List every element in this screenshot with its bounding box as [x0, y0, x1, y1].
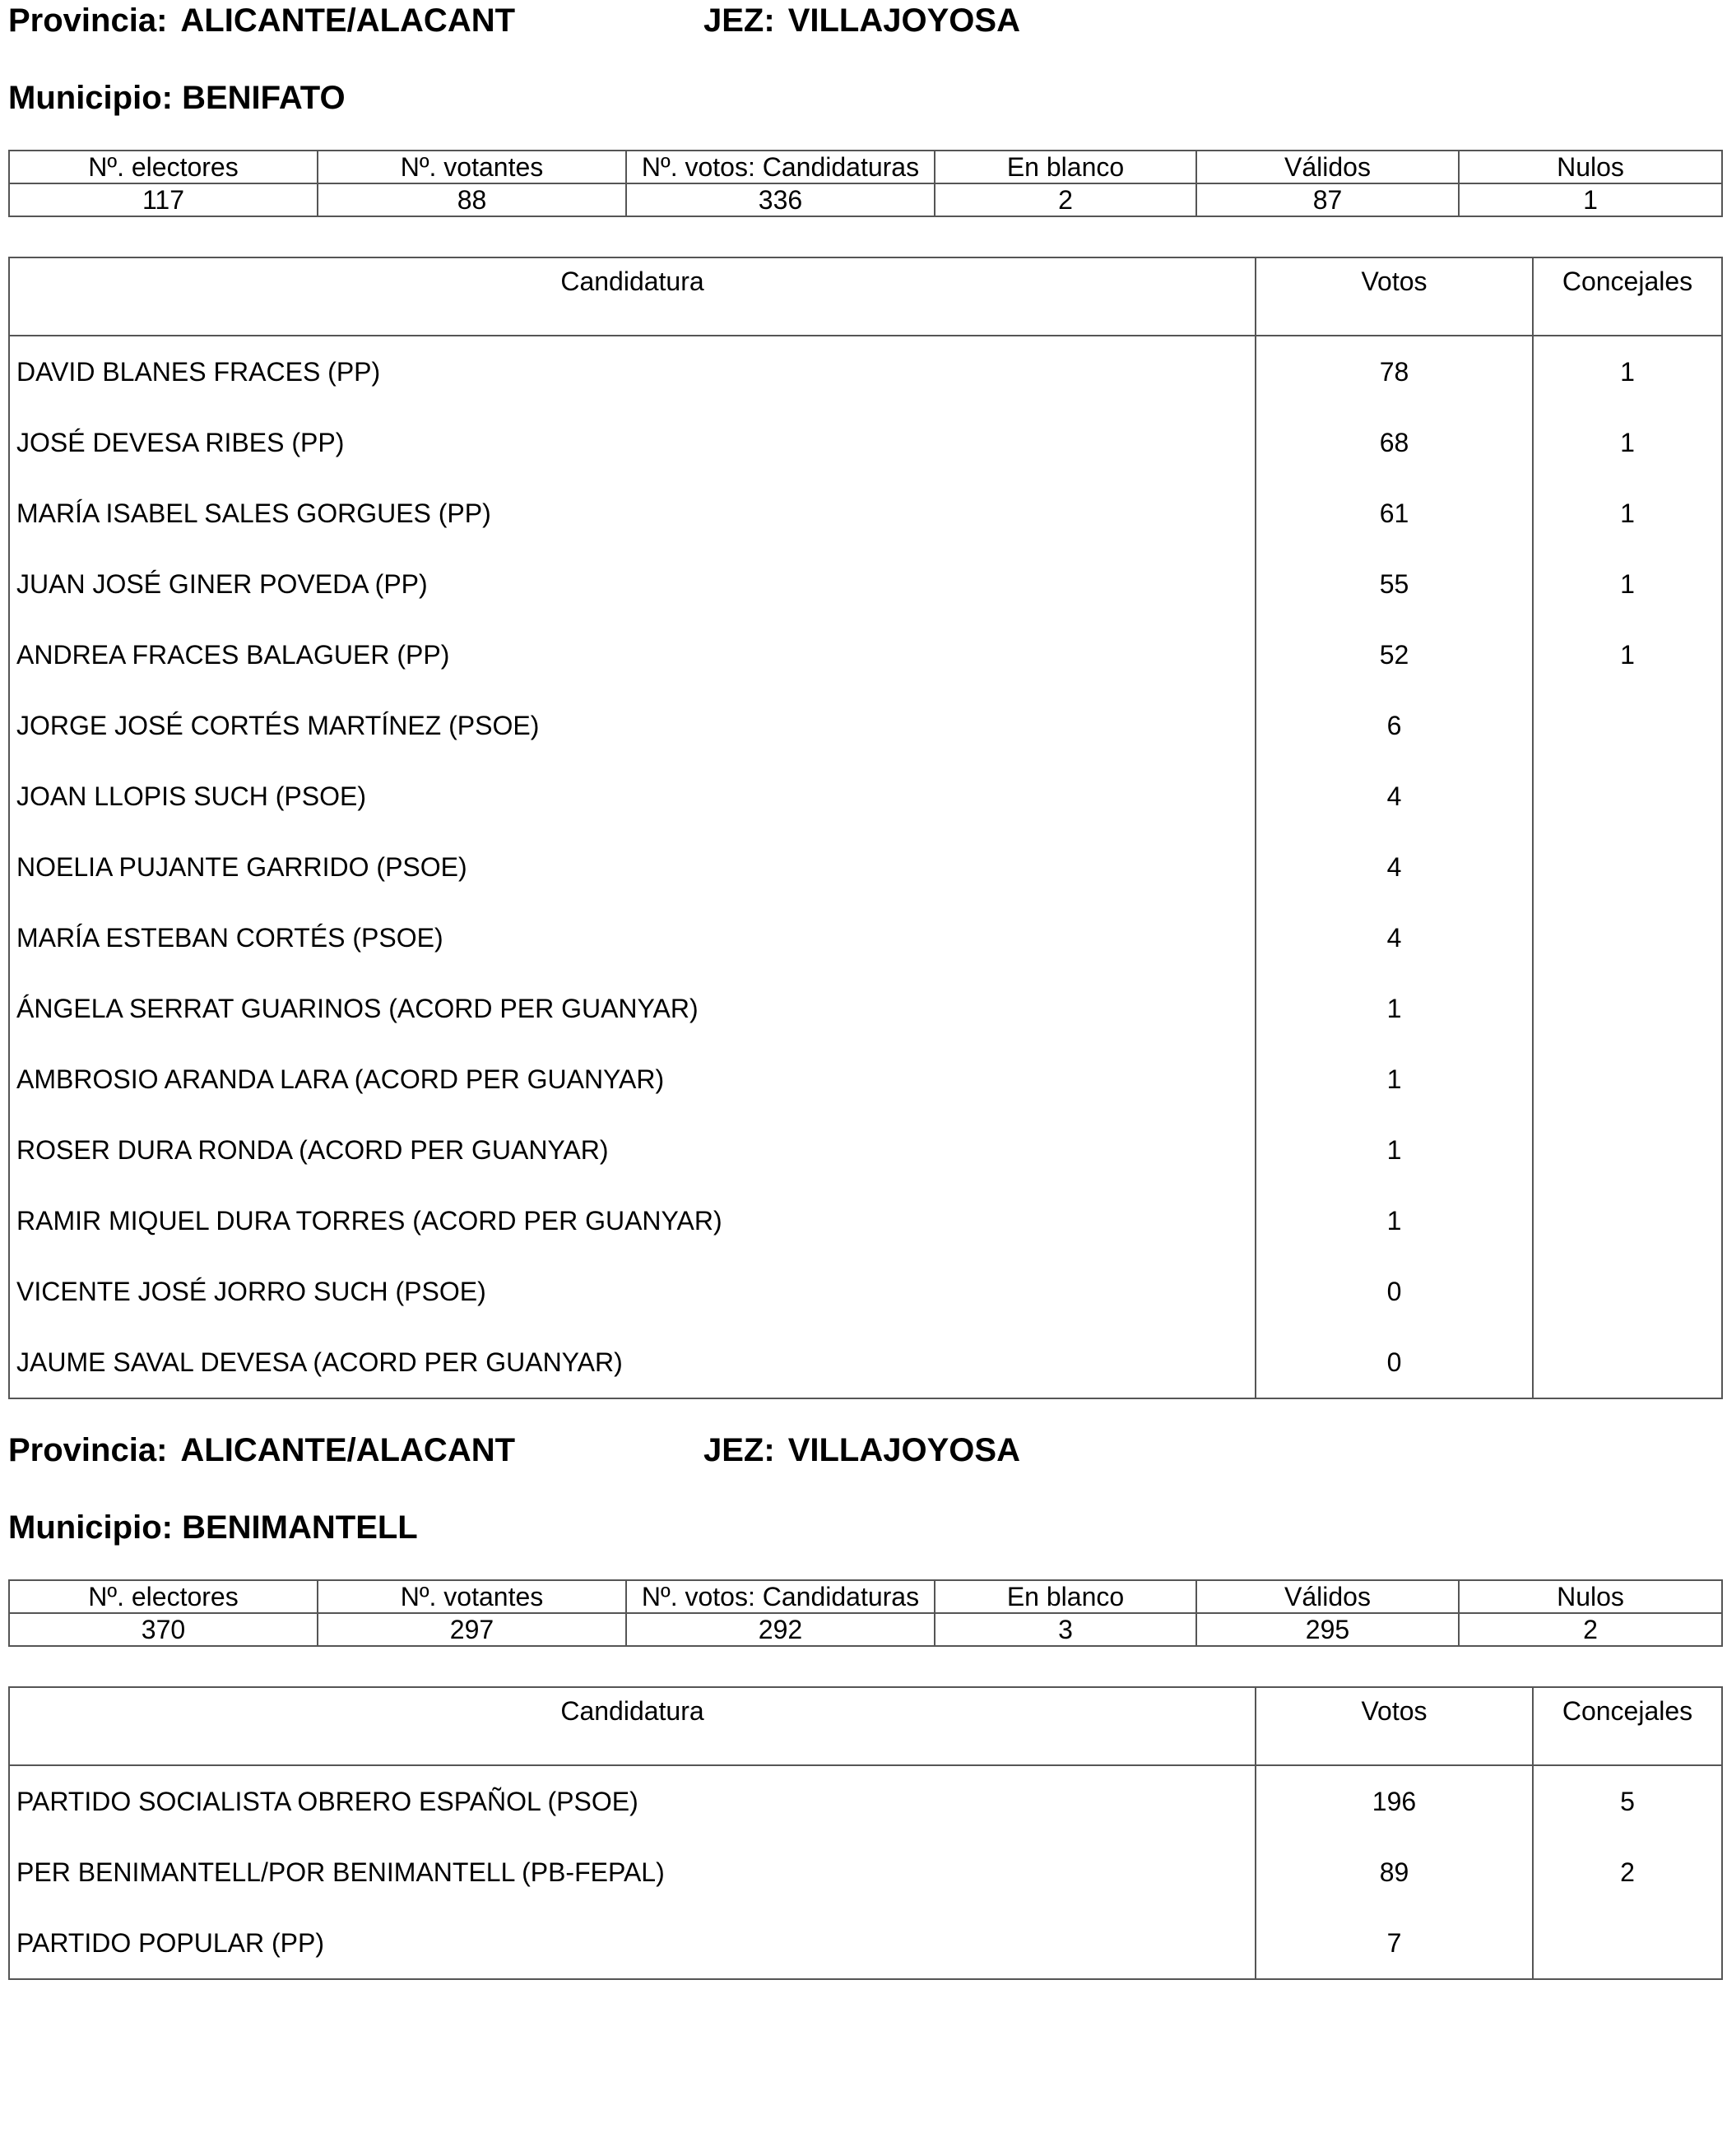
concejales-header: Concejales — [1533, 1687, 1722, 1765]
en-blanco-header: En blanco — [935, 1580, 1196, 1613]
en-blanco-value: 3 — [935, 1613, 1196, 1646]
candidate-row — [9, 902, 1722, 973]
candidate-name: PARTIDO POPULAR (PP) — [9, 1908, 1256, 1979]
stats-table — [8, 1579, 1723, 1647]
candidate-votos: 1 — [1256, 1185, 1533, 1256]
candidate-name: ROSER DURA RONDA (ACORD PER GUANYAR) — [9, 1115, 1256, 1185]
candidate-name: ÁNGELA SERRAT GUARINOS (ACORD PER GUANYAR) — [9, 973, 1256, 1044]
validos-header: Válidos — [1196, 151, 1459, 183]
candidate-row — [9, 478, 1722, 549]
candidate-row — [9, 1908, 1722, 1979]
candidate-name: PER BENIMANTELL/POR BENIMANTELL (PB-FEPAL) — [9, 1837, 1256, 1908]
provincia-label: Provincia: — [8, 2, 168, 39]
candidate-row — [9, 1256, 1722, 1327]
candidate-concejales: 2 — [1533, 1837, 1722, 1908]
candidate-votos: 89 — [1256, 1837, 1533, 1908]
candidate-concejales — [1533, 761, 1722, 832]
candidate-votos: 196 — [1256, 1765, 1533, 1837]
candidates-header-row — [9, 1687, 1722, 1765]
stats-value-row — [9, 1613, 1722, 1646]
candidate-concejales — [1533, 1327, 1722, 1398]
jez-label: JEZ: — [703, 1432, 775, 1468]
candidate-row — [9, 619, 1722, 690]
candidate-row — [9, 1044, 1722, 1115]
candidate-name: JORGE JOSÉ CORTÉS MARTÍNEZ (PSOE) — [9, 690, 1256, 761]
votos-header: Votos — [1256, 1687, 1533, 1765]
candidate-votos: 52 — [1256, 619, 1533, 690]
stats-header-row — [9, 1580, 1722, 1613]
candidate-votos: 0 — [1256, 1256, 1533, 1327]
votantes-header: Nº. votantes — [318, 151, 626, 183]
jez-header — [703, 1430, 1020, 1471]
candidatura-header: Candidatura — [9, 1687, 1256, 1765]
candidate-name: MARÍA ISABEL SALES GORGUES (PP) — [9, 478, 1256, 549]
candidate-row — [9, 1837, 1722, 1908]
concejales-header: Concejales — [1533, 257, 1722, 336]
candidate-row — [9, 973, 1722, 1044]
candidate-votos: 61 — [1256, 478, 1533, 549]
candidate-concejales — [1533, 690, 1722, 761]
candidate-row — [9, 690, 1722, 761]
nulos-value: 2 — [1459, 1613, 1722, 1646]
candidate-name: MARÍA ESTEBAN CORTÉS (PSOE) — [9, 902, 1256, 973]
votos-header: Votos — [1256, 257, 1533, 336]
municipio-value: BENIFATO — [182, 80, 346, 116]
jez-value: VILLAJOYOSA — [787, 1432, 1020, 1468]
votantes-value: 88 — [318, 183, 626, 216]
candidate-votos: 0 — [1256, 1327, 1533, 1398]
candidate-votos: 55 — [1256, 549, 1533, 619]
votos-candidaturas-header: Nº. votos: Candidaturas — [626, 1580, 935, 1613]
candidate-concejales: 1 — [1533, 336, 1722, 407]
nulos-header: Nulos — [1459, 151, 1722, 183]
municipio-header — [8, 1507, 418, 1548]
provincia-label: Provincia: — [8, 1432, 168, 1468]
candidate-name: ANDREA FRACES BALAGUER (PP) — [9, 619, 1256, 690]
candidate-votos: 4 — [1256, 832, 1533, 902]
municipio-value: BENIMANTELL — [182, 1509, 418, 1546]
votos-candidaturas-header: Nº. votos: Candidaturas — [626, 151, 935, 183]
candidate-votos: 1 — [1256, 973, 1533, 1044]
candidate-name: JUAN JOSÉ GINER POVEDA (PP) — [9, 549, 1256, 619]
en-blanco-value: 2 — [935, 183, 1196, 216]
provincia-header — [8, 0, 515, 41]
municipio-header — [8, 77, 346, 118]
municipio-label: Municipio: — [8, 80, 173, 116]
candidate-votos: 4 — [1256, 761, 1533, 832]
votantes-value: 297 — [318, 1613, 626, 1646]
candidate-concejales — [1533, 902, 1722, 973]
nulos-value: 1 — [1459, 183, 1722, 216]
votos-candidaturas-value: 336 — [626, 183, 935, 216]
validos-value: 87 — [1196, 183, 1459, 216]
electores-value: 370 — [9, 1613, 318, 1646]
candidate-concejales — [1533, 973, 1722, 1044]
candidate-concejales: 5 — [1533, 1765, 1722, 1837]
candidate-row — [9, 336, 1722, 407]
votantes-header: Nº. votantes — [318, 1580, 626, 1613]
candidate-name: DAVID BLANES FRACES (PP) — [9, 336, 1256, 407]
stats-header-row — [9, 151, 1722, 183]
candidate-concejales — [1533, 1908, 1722, 1979]
candidate-concejales: 1 — [1533, 407, 1722, 478]
candidates-table — [8, 257, 1723, 1399]
candidate-votos: 1 — [1256, 1044, 1533, 1115]
validos-header: Válidos — [1196, 1580, 1459, 1613]
stats-table — [8, 150, 1723, 217]
candidate-concejales — [1533, 1115, 1722, 1185]
candidate-concejales — [1533, 832, 1722, 902]
candidate-name: JOSÉ DEVESA RIBES (PP) — [9, 407, 1256, 478]
candidate-row — [9, 407, 1722, 478]
jez-value: VILLAJOYOSA — [787, 2, 1020, 39]
candidate-concejales — [1533, 1256, 1722, 1327]
municipio-label: Municipio: — [8, 1509, 173, 1546]
electores-header: Nº. electores — [9, 1580, 318, 1613]
candidate-concejales — [1533, 1044, 1722, 1115]
candidates-body — [9, 336, 1722, 1398]
candidate-name: PARTIDO SOCIALISTA OBRERO ESPAÑOL (PSOE) — [9, 1765, 1256, 1837]
candidate-votos: 7 — [1256, 1908, 1533, 1979]
candidate-concejales: 1 — [1533, 478, 1722, 549]
candidate-name: AMBROSIO ARANDA LARA (ACORD PER GUANYAR) — [9, 1044, 1256, 1115]
candidate-row — [9, 549, 1722, 619]
candidate-row — [9, 761, 1722, 832]
electores-value: 117 — [9, 183, 318, 216]
candidate-votos: 4 — [1256, 902, 1533, 973]
provincia-header — [8, 1430, 515, 1471]
candidate-votos: 68 — [1256, 407, 1533, 478]
jez-header — [703, 0, 1020, 41]
jez-label: JEZ: — [703, 2, 775, 39]
candidate-concejales: 1 — [1533, 619, 1722, 690]
provincia-value: ALICANTE/ALACANT — [180, 1432, 516, 1468]
candidate-row — [9, 832, 1722, 902]
candidate-row — [9, 1327, 1722, 1398]
candidate-name: JAUME SAVAL DEVESA (ACORD PER GUANYAR) — [9, 1327, 1256, 1398]
candidates-body — [9, 1765, 1722, 1979]
candidate-name: VICENTE JOSÉ JORRO SUCH (PSOE) — [9, 1256, 1256, 1327]
candidate-name: JOAN LLOPIS SUCH (PSOE) — [9, 761, 1256, 832]
candidate-name: NOELIA PUJANTE GARRIDO (PSOE) — [9, 832, 1256, 902]
en-blanco-header: En blanco — [935, 151, 1196, 183]
stats-value-row — [9, 183, 1722, 216]
candidate-row — [9, 1185, 1722, 1256]
candidate-row — [9, 1115, 1722, 1185]
candidatura-header: Candidatura — [9, 257, 1256, 336]
candidate-name: RAMIR MIQUEL DURA TORRES (ACORD PER GUANYAR) — [9, 1185, 1256, 1256]
electores-header: Nº. electores — [9, 151, 318, 183]
candidates-table — [8, 1686, 1723, 1980]
candidate-concejales: 1 — [1533, 549, 1722, 619]
candidate-concejales — [1533, 1185, 1722, 1256]
candidate-row — [9, 1765, 1722, 1837]
votos-candidaturas-value: 292 — [626, 1613, 935, 1646]
provincia-value: ALICANTE/ALACANT — [180, 2, 516, 39]
candidate-votos: 1 — [1256, 1115, 1533, 1185]
candidates-header-row — [9, 257, 1722, 336]
candidate-votos: 78 — [1256, 336, 1533, 407]
validos-value: 295 — [1196, 1613, 1459, 1646]
candidate-votos: 6 — [1256, 690, 1533, 761]
nulos-header: Nulos — [1459, 1580, 1722, 1613]
